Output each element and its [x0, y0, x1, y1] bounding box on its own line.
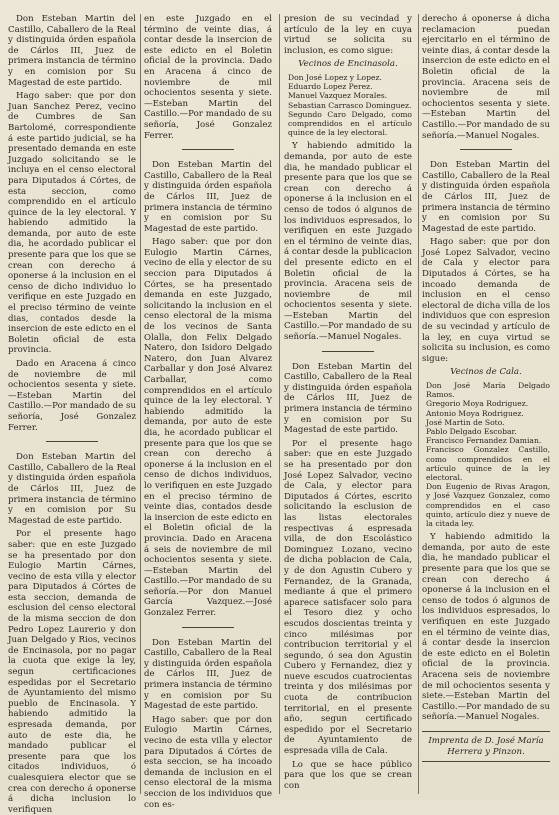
- separator: [182, 627, 233, 628]
- divider: [422, 761, 550, 762]
- edict-body: Por el presente hago saber: que en este Juzgado se ha presentado por don José Lopez Salvador, vecino de Cala, y elector para Diputados á Córtes, escrito solicitando la esclusion de las listas electorales respectivas á espresada villa, de don Escolástico Dominguez Lozano, vecino de dicha poblacion de Cala, y de don Agustin Cubero y Fernandez, de la Granada, mediante á que el primero aparece satisfacer solo para el Tesoro diez y ocho escudos doscientas treinta y cinco milésimas por contribucion territorial y el segundo, ó sea don Agustin Cubero y Fernandez, diez y nueve escudos cuatrocientas treinta y dos milésimas por cuota de contribucion territorial, en el presente año, segun certificado espedido por el Secretario de Ayuntamiento de espresada villa de Cala.: [284, 438, 412, 757]
- list-item: Don José María Delgado Ramos.: [426, 381, 550, 400]
- separator: [46, 441, 97, 442]
- imprint-line-1: Imprenta de D. José María: [428, 735, 544, 746]
- column-3: [284, 14, 412, 798]
- column-4: [422, 14, 550, 798]
- list-item: Don José Lopez y Lopez.: [288, 72, 382, 82]
- voter-list: [288, 73, 412, 137]
- separator: [182, 149, 233, 150]
- column-rule: [279, 14, 280, 794]
- list-item: Don Eugenio de Rivas Aragon, y José Vazquez Gonzalez, como comprendidos en el caso quinto, artículo diez y nueve de la citada ley.: [426, 482, 550, 529]
- edict-body: Hago saber: que por don José Lopez Salvador, vecino de Cala y elector para Diputados á Córtes, se ha incoado demanda de inclusion en el censo electoral de dicha villa de los individuos que con espresion de su vecindad y artículo de la ley, en cuya virtud se solicita su inclusion, es como sigue:: [422, 237, 550, 364]
- list-item: Gregorio Moya Rodriguez.: [426, 399, 529, 409]
- list-item: Eduardo Lopez Perez.: [288, 82, 373, 92]
- edict-heading: Don Esteban Martin del Castillo, Caballero de la Real y distinguida órden española de Cárlos III, Juez de primera instancia de término y en comision por Su Magestad de este partido.: [144, 637, 272, 712]
- edict-heading: Don Esteban Martin del Castillo, Caballero de la Real y distinguida órden española de Cárlos III, Juez de primera instancia de término y en comision por Su Magestad de este partido.: [144, 160, 272, 234]
- edict-body: Y habiendo admitido la demanda, por auto de este dia, he mandado publicar el presente para que los que se crean con derecho á oponerse á la inclusion en el censo de todos ó algunos de los individuos espresados, lo verifiquen en este Juzgado en el término de veinte dias, á contar desde la publicacion del presente edicto en el Boletin oficial de la provincia. Aracena seis de noviembre de mil ochocientos sesenta y siete.—Esteban Martin del Castillo.—Por mandado de su señoría.—Manuel Nogales.: [284, 141, 412, 343]
- list-item: Manuel Vazquez Morales.: [288, 91, 388, 101]
- edict-body: derecho á oponerse á dicha reclamacion puedan ejercitarlo en el término de veinte dias, á contar desde la insercion de este edicto en el Boletin oficial de la provincia. Aracena seis de noviembre de mil ochocientos sesenta y siete.—Esteban Martin del Castillo.—Por mandado de su señoría.—Manuel Nogales.: [422, 14, 550, 141]
- edict-body: Lo que se hace público para que los que se crean con: [284, 759, 412, 791]
- edict-heading: Don Esteban Martin del Castillo, Caballero de la Real y distinguida órden española de Cárlos III, Juez de primera instancia de término y en comision por Su Magestad de este partido.: [422, 160, 550, 234]
- list-item: Sebastian Carrasco Dominguez.: [288, 100, 412, 110]
- list-item: Francisco Fernandez Damian.: [426, 436, 542, 446]
- edict-body: en este Juzgado en el término de veinte dias, á contar desde la insercion de este edicto en el Boletin oficial de la provincia. Dado en Aracena á cinco de noviembre de mil ochocientos sesenta y siete.—Esteban Martin del Castillo.—Por mandado de su señoría, José Gonzalez Ferrer.: [144, 14, 272, 141]
- edict-heading: Don Esteban Martin del Castillo, Caballero de la Real y distinguida órden española de Cárlos III, Juez de primera instancia de término y en comision por Su Magestad de este partido.: [284, 361, 412, 436]
- list-item: Pablo Delgado Escobar.: [426, 427, 517, 437]
- column-2: [144, 14, 272, 810]
- edict-body: Hago saber: que por don Juan Sanchez Perez, vecino de Cumbres de San Bartolomé, correspondiente á este partido judicial, se ha presentado demanda en este Juzgado solicitando se le incluya en el censo electoral para Diputados á Córtes, de esta seccion, como comprendido en el artículo quince de la ley electoral. Y habiendo admitido la demanda, por auto de este dia, he acordado publicar el presente para que los que se crean con derecho á oponerse á la inclusion en el censo de dicho individuo lo verifique en este Juzgado en el preciso término de veinte dias, contados desde la insercion de este edicto en el Boletin oficial de esta provincia.: [8, 91, 136, 356]
- voter-list-heading: Vecinos de Encinasola.: [298, 59, 398, 70]
- list-item: Segundo Caro Delgado, como comprendidos en el artículo quince de la ley electoral.: [288, 109, 412, 138]
- edict-body: Y habiendo admitido la demanda, por auto de este dia, he mandado publicar el presente para que los que se crean con derecho á oponerse á la inclusion en el censo de todos ó algunos de los individuos espresados, lo verifiquen en este Juzgado en el término de veinte dias, á contar desde la insercion de este edicto en el Boletin oficial de la provincia. Aracena seis de noviembre de mil ochocientos sesenta y siete.—Esteban Martin del Castillo.—Por mandado de su señoría.—Manuel Nogales.: [422, 532, 550, 723]
- edict-signature: Dado en Aracena á cinco de noviembre de mil ochocientos sesenta y siete.—Esteban Martin del Castillo.—Por mandado de su señoría, José Gonzalez Ferrer.: [8, 359, 136, 433]
- column-1: [8, 14, 136, 815]
- column-rule: [418, 14, 419, 794]
- edict-heading: Don Esteban Martin del Castillo, Caballero de la Real y distinguida órden española de Cárlos III, Juez de primera instancia de término y en comision por Su Magestad de este partido.: [8, 452, 136, 526]
- voter-list: [426, 381, 550, 528]
- list-item: José Martin de Soto.: [426, 417, 505, 427]
- column-rule: [140, 14, 141, 794]
- divider: [422, 731, 550, 732]
- list-item: Francisco Gonzalez Castillo, como comprendidos en el artículo quince de la ley electoral.: [426, 445, 550, 483]
- edict-body: Por el presente hago saber: que en este Juzgado se ha presentado por don Eulogio Martin Cárnes, vecino de esta villa y elector para Diputados á Córtes de esta seccion, demanda de esclusion del censo electoral de la misma seccion de don Pedro Lopez Laurerio y don Juan Delgado y Rios, vecinos de Encinasola, por no pagar la cuota que exige la ley, segun certificaciones espedidas por el Secretario de Ayuntamiento del mismo pueblo de Encinasola. Y habiendo admitido la espresada demanda, por auto de este dia, he mandado publicar el presente para que los citados individuos, ó cualesquiera elector que se crea con derecho á oponerse á dicha inclusion lo verifiquen: [8, 529, 136, 815]
- voter-list-heading: Vecinos de Cala.: [450, 367, 522, 378]
- edict-body: presion de su vecindad y artículo de la ley en cuya virtud se solicita su inclusion, es como sigue:: [284, 14, 412, 56]
- edict-heading: Don Esteban Martin del Castillo, Caballero de la Real y distinguida órden española de Cárlos III, Juez de primera instancia de término y en comision por Su Magestad de este partido.: [8, 14, 136, 88]
- separator: [322, 351, 373, 352]
- edict-body: Hago saber: que por don Eulogio Martin Cárnes, vecino de esta villa y elector para Diputados á Córtes de esta seccion, se ha incoado demanda de inclusion en el censo electoral de la misma seccion de los individuos que con es-: [144, 714, 272, 810]
- printer-imprint: [422, 731, 550, 762]
- list-item: Antonio Moya Rodriguez.: [426, 408, 524, 418]
- edict-body: Hago saber: que por don Eulogio Martin Cárnes, vecino de ella y elector de su seccion para Diputados á Córtes, se ha presentado demanda en este Juzgado, solicitando la inclusion en el censo electoral de la misma de los vecinos de Santa Olalla, don Felix Delgado Natero, don Isidoro Delgado Natero, don Juan Alvarez Carballar y don José Alvarez Carballar, como comprendidos en el artículo quince de la ley electoral. Y habiendo admitido la demanda, por auto de este dia, he acordado publicar el presente para que los que se crean con derecho á oponerse á la inclusion en el censo de dichos individuos, lo verifiquen en este Juzgado en el preciso término de veinte dias, contados desde la insercion de este edicto en el Boletin oficial de la provincia. Dado en Aracena á seis de noviembre de mil ochocientos sesenta y siete.—Esteban Martin del Castillo.—Por mandado de su señoría.—Por don Manuel García Vazquez.—José Gonzalez Ferrer.: [144, 237, 272, 619]
- separator: [460, 149, 511, 150]
- imprint-line-2: Herrera y Pinzon.: [447, 746, 525, 757]
